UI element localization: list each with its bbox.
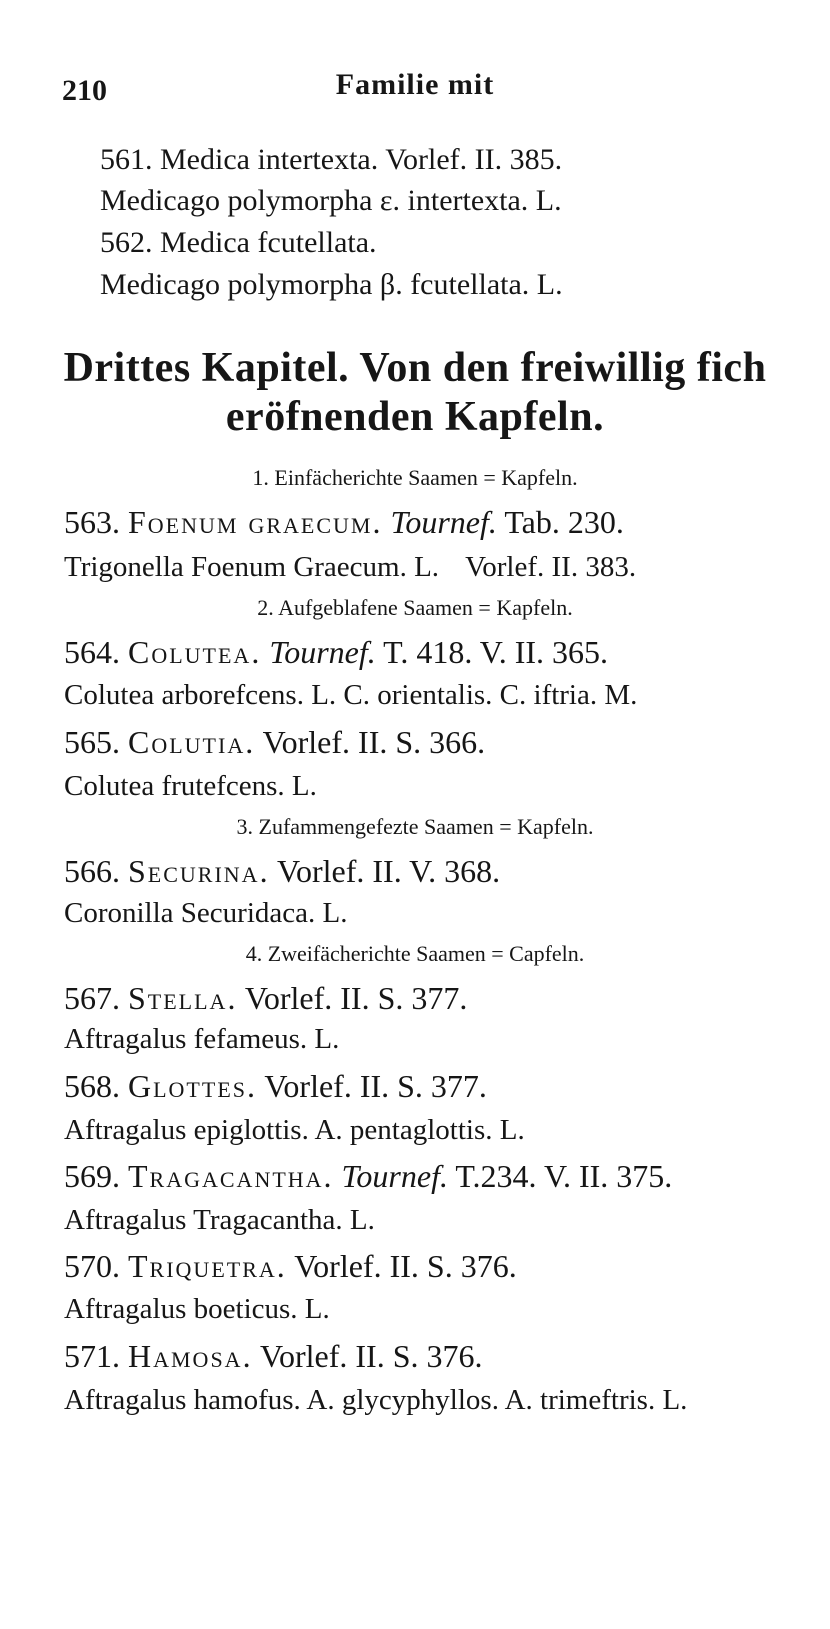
entry-name: Colutia. [128, 724, 256, 760]
entry-568 [64, 1070, 487, 1102]
synonym-line: Colutea arborefcens. L. C. orientalis. C. iftria. M. [64, 679, 638, 711]
section-heading: 3. Zufammengefezte Saamen = Kapfeln. [236, 814, 594, 839]
entry-ref: Vorlef. II. S. 377. [264, 1068, 487, 1104]
entry-number: 563. [64, 504, 120, 540]
entry-ref-italic: Tournef. [390, 504, 497, 540]
text-line: 561. Medica intertexta. Vorlef. II. 385. [100, 143, 563, 176]
synonym-line: Aftragalus hamofus. A. glycyphyllos. A. trimeftris. L. [64, 1384, 688, 1416]
entry-ref-italic: Tournef. [269, 634, 376, 670]
synonym-line: Coronilla Securidaca. L. [64, 897, 348, 929]
synonym-line: Aftragalus boeticus. L. [64, 1293, 330, 1325]
entry-number: 570. [64, 1248, 120, 1284]
section-heading: 2. Aufgeblafene Saamen = Kapfeln. [257, 595, 573, 620]
entry-name: Securina. [128, 853, 270, 889]
entry-ref: Vorlef. II. S. 376. [260, 1338, 483, 1374]
entry-number: 568. [64, 1068, 120, 1104]
entry-570 [64, 1250, 517, 1282]
text-line: Medicago polymorpha ε. intertexta. L. [100, 184, 562, 217]
chapter-heading: Drittes Kapitel. Von den freiwillig fich [63, 345, 767, 391]
section-heading: 4. Zweifächerichte Saamen = Capfeln. [245, 941, 585, 966]
synonym-line: Aftragalus epiglottis. A. pentaglottis. L. [64, 1114, 525, 1146]
entry-569 [64, 1160, 672, 1192]
entry-name: Tragacantha. [128, 1158, 334, 1194]
entry-name: Hamosa. [128, 1338, 253, 1374]
page-number: 210 [62, 74, 107, 107]
text-line: Medicago polymorpha β. fcutellata. L. [100, 268, 563, 301]
entry-567 [64, 982, 467, 1014]
entry-ref: Vorlef. II. S. 377. [244, 980, 468, 1016]
synonym-line: Aftragalus fefameus. L. [64, 1023, 340, 1055]
entry-number: 569. [64, 1158, 120, 1194]
entry-571 [64, 1340, 483, 1372]
entry-number: 566. [64, 853, 120, 889]
entry-name: Triquetra. [128, 1248, 287, 1284]
text-line: 562. Medica fcutellata. [100, 226, 377, 259]
synonym-line [64, 553, 636, 582]
chapter-heading: eröfnenden Kapfeln. [225, 394, 605, 440]
entry-name: Glottes. [128, 1068, 257, 1104]
entry-563 [64, 506, 624, 538]
synonym-ref: Vorlef. II. 383. [465, 551, 637, 583]
running-title: Familie mit [335, 68, 495, 101]
entry-565 [64, 726, 485, 758]
entry-ref: Vorlef. II. V. 368. [277, 853, 501, 889]
entry-ref: Vorlef. II. S. 366. [262, 724, 486, 760]
synonym-line: Colutea frutefcens. L. [64, 770, 317, 802]
entry-number: 565. [64, 724, 120, 760]
entry-ref: T. 418. V. II. 365. [383, 634, 609, 670]
entry-566 [64, 855, 500, 887]
section-heading: 1. Einfächerichte Saamen = Kapfeln. [252, 465, 578, 490]
entry-ref: Tab. 230. [504, 504, 624, 540]
synonym-text: Trigonella Foenum Graecum. L. [64, 551, 440, 583]
entry-name: Colutea. [128, 634, 262, 670]
entry-number: 567. [64, 980, 120, 1016]
synonym-line: Aftragalus Tragacantha. L. [64, 1204, 375, 1236]
entry-name: Foenum graecum. [128, 504, 383, 540]
entry-number: 564. [64, 634, 120, 670]
entry-ref: T.234. V. II. 375. [455, 1158, 673, 1194]
entry-number: 571. [64, 1338, 120, 1374]
entry-564 [64, 636, 608, 668]
entry-ref: Vorlef. II. S. 376. [294, 1248, 517, 1284]
entry-name: Stella. [128, 980, 238, 1016]
entry-ref-italic: Tournef. [341, 1158, 448, 1194]
